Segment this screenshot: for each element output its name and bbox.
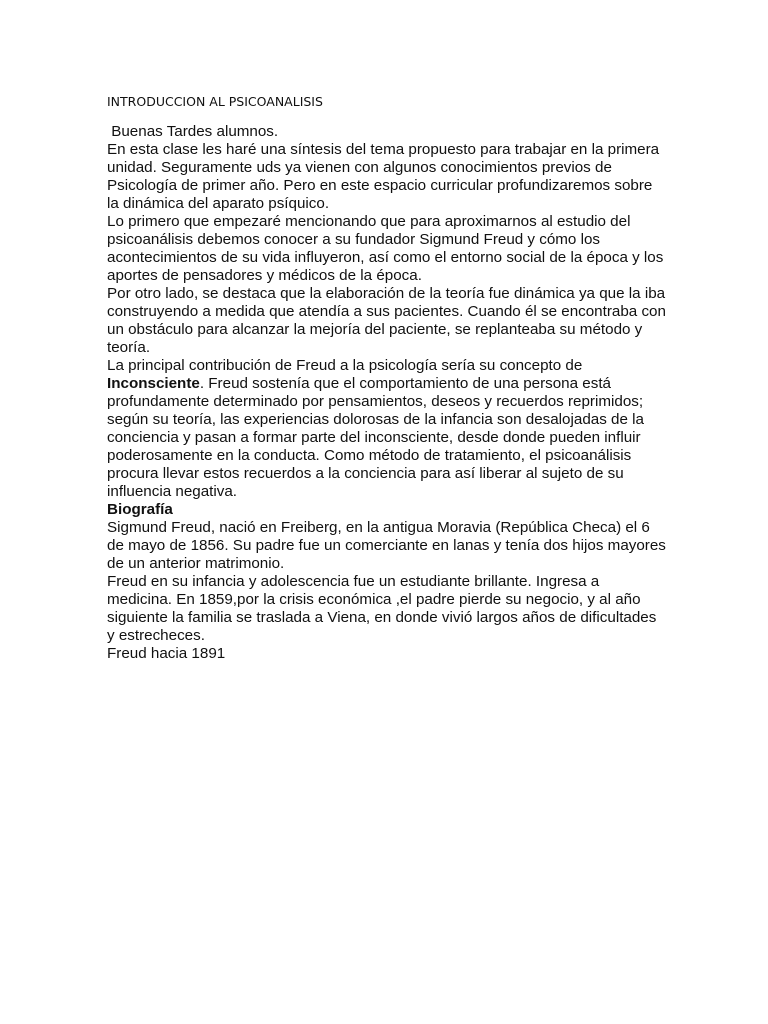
biography-paragraph-youth: Freud en su infancia y adolescencia fue un estudiante brillante. Ingresa a medicina. En 1859,por la crisis económica ,el padre pierde su negocio, y al año siguiente la familia se traslada a Viena, en donde vivió largos años de dificultades y estrecheces. — [107, 573, 657, 644]
document-page — [107, 93, 667, 663]
paragraph-contribution — [107, 357, 667, 501]
greeting — [107, 123, 667, 141]
greeting-text: Buenas Tardes alumnos. — [111, 123, 279, 140]
paragraph-founder: Lo primero que empezaré mencionando que para aproximarnos al estudio del psicoanálisis debemos conocer a su fundador Sigmund Freud y cómo los acontecimientos de su vida influyeron, así como el entorno social de la época y los aportes de pensadores y médicos de la época. — [107, 213, 664, 284]
contribution-lead: La principal contribución de Freud a la psicología sería su concepto de — [107, 357, 583, 374]
contribution-bold-term: Inconsciente — [107, 375, 200, 392]
document-body — [107, 123, 667, 663]
paragraph-intro: En esta clase les haré una síntesis del tema propuesto para trabajar en la primera unidad. Seguramente uds ya vienen con algunos conocimientos previos de Psicología de primer año. Pero en este espacio curricular profundizaremos sobre la dinámica del aparato psíquico. — [107, 141, 660, 212]
biography-paragraph-1891: Freud hacia 1891 — [107, 645, 226, 662]
document-title: INTRODUCCION AL PSICOANALISIS — [107, 94, 323, 109]
paragraph-theory: Por otro lado, se destaca que la elaboración de la teoría fue dinámica ya que la iba construyendo a medida que atendía a sus pacientes. Cuando él se encontraba con un obstáculo para alcanzar la mejoría del paciente, se replanteaba su método y teoría. — [107, 285, 666, 356]
contribution-rest: . Freud sostenía que el comportamiento de una persona está profundamente determinado por pensamientos, deseos y recuerdos reprimidos; según su teoría, las experiencias dolorosas de la infancia son desalojadas de la conciencia y pasan a formar parte del inconsciente, desde donde pueden influir poderosamente en la conducta. Como método de tratamiento, el psicoanálisis procura llevar estos recuerdos a la conciencia para así liberar al sujeto de su influencia negativa. — [107, 375, 644, 500]
biography-heading: Biografía — [107, 501, 173, 518]
biography-paragraph-birth: Sigmund Freud, nació en Freiberg, en la antigua Moravia (República Checa) el 6 de mayo de 1856. Su padre fue un comerciante en lanas y tenía dos hijos mayores de un anterior matrimonio. — [107, 519, 666, 572]
